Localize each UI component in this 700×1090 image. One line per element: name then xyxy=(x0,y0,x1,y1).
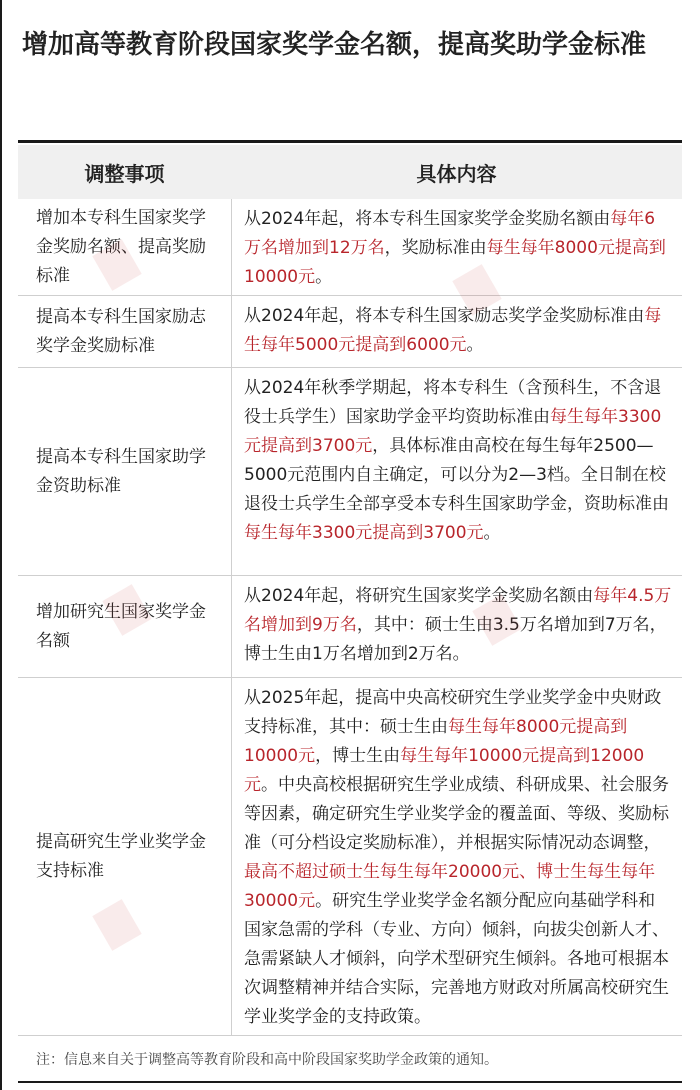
row-item-label: 增加研究生国家奖学金名额 xyxy=(36,601,206,651)
policy-table xyxy=(18,199,682,1036)
row-content xyxy=(232,199,682,295)
row-content xyxy=(232,678,682,1035)
table-row xyxy=(18,199,682,296)
content-text: 从2024年秋季学期起，将本专科生（含预科生，不含退役士兵学生）国家助学金平均资助标准由 xyxy=(244,378,662,427)
title-divider xyxy=(18,140,682,143)
bottom-divider xyxy=(18,1081,682,1083)
highlighted-text: 每年6万名增加到12万名 xyxy=(244,209,656,258)
page-title: 增加高等教育阶段国家奖学金名额，提高奖助学金标准 xyxy=(22,30,647,60)
content-text: ，博士生由 xyxy=(315,746,401,766)
row-item-label: 增加本专科生国家奖学金奖励名额、提高奖励标准 xyxy=(36,207,206,286)
highlighted-text: 每生每年5000元提高到6000元 xyxy=(244,306,662,355)
content-text: 。 xyxy=(466,335,484,355)
table-row xyxy=(18,296,682,368)
content-text: 。 xyxy=(483,523,501,543)
highlighted-text: 每生每年3300元提高到3700元 xyxy=(244,523,484,543)
highlighted-text: 每生每年8000元提高到10000元 xyxy=(244,238,666,287)
row-content xyxy=(232,296,682,367)
content-text: 。研究生学业奖学金名额分配应向基础学科和国家急需的学科（专业、方向）倾斜，向拔尖创新人才、急需紧缺人才倾斜，向学术型研究生倾斜。各地可根据本次调整精神并结合实际，完善地方财政对所属高校研究生学业奖学金的支持政策。 xyxy=(244,891,669,1027)
row-content xyxy=(232,576,682,677)
content-text: 从2024年起，将本专科生国家奖学金奖励名额由 xyxy=(244,209,611,229)
header-specific-content: 具体内容 xyxy=(416,161,497,186)
table-row xyxy=(18,368,682,576)
row-item-label: 提高本专科生国家励志奖学金奖励标准 xyxy=(36,306,206,356)
content-text: ，具体标准由高校在每生每年2500—5000元范围内自主确定，可以分为2—3档。全日制在校退役士兵学生全部享受本专科生国家助学金，资助标准由 xyxy=(244,436,669,514)
content-text: ，其中：硕士生由3.5万名增加到7万名，博士生由1万名增加到2万名。 xyxy=(244,615,667,664)
highlighted-text: 每生每年3300元提高到3700元 xyxy=(244,407,662,456)
content-text: 从2024年起，将研究生国家奖学金奖励名额由 xyxy=(244,586,594,606)
row-item-label: 提高本专科生国家助学金资助标准 xyxy=(36,446,206,496)
row-content xyxy=(232,368,682,575)
content-text: 从2025年起，提高中央高校研究生学业奖学金中央财政支持标准，其中：硕士生由 xyxy=(244,688,662,737)
footnote: 注：信息来自关于调整高等教育阶段和高中阶段国家奖助学金政策的通知。 xyxy=(36,1052,498,1068)
table-row xyxy=(18,678,682,1036)
content-text: 。中央高校根据研究生学业成绩、科研成果、社会服务等因素，确定研究生学业奖学金的覆盖面、等级、奖励标准（可分档设定奖励标准），并根据实际情况动态调整， xyxy=(244,775,669,853)
content-text: ，奖励标准由 xyxy=(384,238,487,258)
content-text: 从2024年起，将本专科生国家励志奖学金奖励标准由 xyxy=(244,306,645,326)
highlighted-text: 每生每年8000元提高到10000元 xyxy=(244,717,628,766)
highlighted-text: 每生每年10000元提高到12000元 xyxy=(244,746,645,795)
highlighted-text: 最高不超过硕士生每生每年20000元、博士生每生每年30000元 xyxy=(244,862,656,911)
left-border xyxy=(0,0,2,1090)
content-text: 。 xyxy=(315,267,333,287)
table-header xyxy=(18,145,682,199)
table-row xyxy=(18,576,682,678)
highlighted-text: 每年4.5万名增加到9万名 xyxy=(244,586,672,635)
header-adjustment-item: 调整事项 xyxy=(84,161,165,186)
row-item-label: 提高研究生学业奖学金支持标准 xyxy=(36,831,206,881)
